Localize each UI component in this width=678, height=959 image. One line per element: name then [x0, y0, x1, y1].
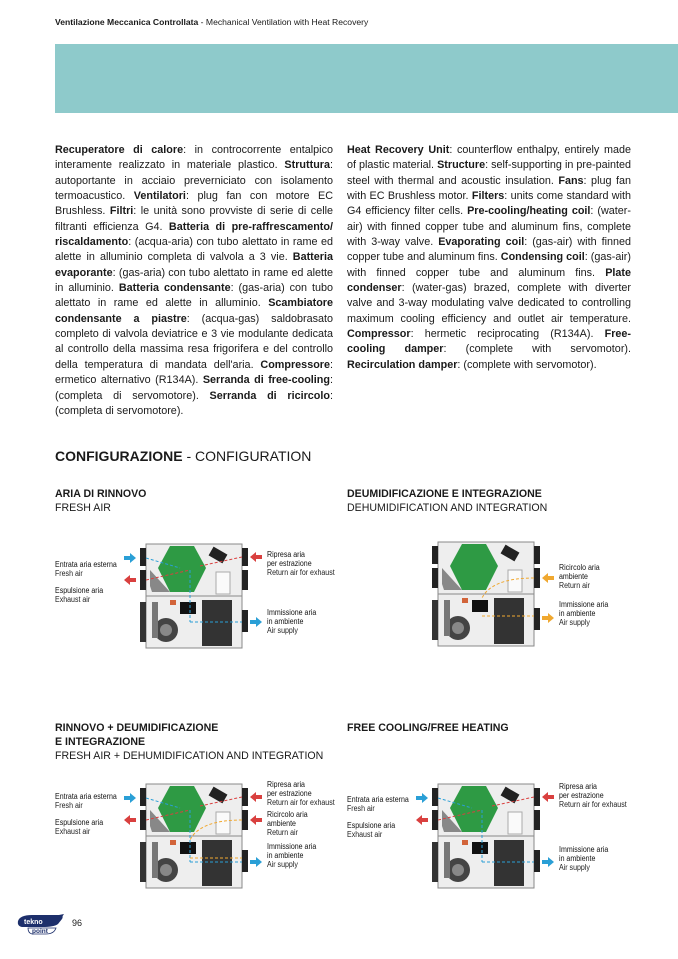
- airflow-arrow-icon: [250, 617, 262, 627]
- definition: : autoportante in acciaio preverniciato con isolamento termoacustico.: [55, 159, 333, 203]
- airflow-arrow-icon: [124, 815, 136, 825]
- unit-diagram: [140, 540, 248, 652]
- definition: : counterflow enthalpy, entirely made of plastic material.: [347, 144, 631, 172]
- title-it: ARIA DI RINNOVO: [55, 488, 147, 500]
- label-exhaust-air: Espulsione aria Exhaust air: [55, 586, 104, 604]
- section-title: CONFIGURAZIONE: [55, 448, 183, 464]
- unit-diagram: [432, 780, 540, 892]
- term: Struttura: [284, 159, 330, 172]
- term: Evaporating coil: [438, 236, 525, 249]
- panel-title-free-cooling: [347, 721, 509, 735]
- label-return-air: Ricircolo aria ambiente Return air: [559, 563, 600, 590]
- title-it-2: E INTEGRAZIONE: [55, 736, 146, 748]
- svg-text:point: point: [32, 928, 48, 935]
- term: Compressor: [347, 328, 411, 341]
- term: Scambiatore condensante a piastre: [55, 297, 333, 325]
- panel-title-fresh-air: [55, 487, 146, 515]
- airflow-arrow-icon: [542, 573, 554, 583]
- title-en: FRESH AIR + DEHUMIDIFICATION AND INTEGRATION: [55, 750, 324, 762]
- airflow-arrow-icon: [250, 552, 262, 562]
- airflow-arrow-icon: [416, 793, 428, 803]
- term: Recirculation damper: [347, 358, 458, 371]
- coil-icon: [494, 840, 524, 886]
- term: Filtri: [109, 205, 134, 218]
- airflow-arrow-icon: [542, 613, 554, 623]
- label-return-exhaust: Ripresa aria per estrazione Return air for exhaust: [267, 550, 335, 577]
- label-return-exhaust: Ripresa aria per estrazione Return air for exhaust: [559, 782, 627, 809]
- term: Free-cooling damper: [347, 328, 631, 356]
- label-exhaust-air: Espulsione aria Exhaust air: [55, 818, 104, 836]
- label-fresh-air: Entrata aria esterna Fresh air: [55, 560, 117, 578]
- definition: : (gas-air) with finned copper tube and aluminum fins.: [347, 236, 631, 264]
- definition: : plug fan with EC Brushless motor.: [347, 174, 631, 203]
- header-subtitle: - Mechanical Ventilation with Heat Recovery: [198, 17, 369, 27]
- definition: : (acqua-gas) saldobrasato completo di valvola deviatrice e 3 vie modulante dedicata al controllo della massima resa frigorifera e del controllo della temperatura di mandata dell'aria.: [55, 312, 333, 371]
- label-exhaust-air: Espulsione aria Exhaust air: [347, 821, 396, 839]
- airflow-arrow-icon: [124, 553, 136, 563]
- unit-diagram: [140, 780, 248, 892]
- airflow-arrow-icon: [250, 815, 262, 825]
- term: Serranda di ricircolo: [209, 389, 330, 402]
- description-italian: [55, 143, 333, 419]
- label-air-supply: Immissione aria in ambiente Air supply: [559, 845, 609, 872]
- label-air-supply: Immissione aria in ambiente Air supply: [267, 608, 317, 635]
- term: Batteria condensante: [118, 282, 231, 295]
- term: Condensing coil: [500, 251, 585, 264]
- definition: : plug fan con motore EC Brushless.: [55, 190, 333, 218]
- definition: : (complete with servomotor).: [457, 358, 597, 371]
- teknopoint-logo: [16, 912, 66, 936]
- coil-icon: [202, 840, 232, 886]
- title-en: FRESH AIR: [55, 502, 111, 514]
- definition: : le unità sono provviste di serie di celle filtranti efficienza G4.: [55, 205, 334, 233]
- title-it: DEUMIDIFICAZIONE E INTEGRAZIONE: [347, 488, 542, 500]
- definition: : ermetico alternativo (R134A).: [55, 358, 333, 387]
- term: Filters: [471, 190, 505, 203]
- definition: : (acqua-aria) con tubo alettato in rame ed alette in alluminio completa di valvola a 3 vie.: [55, 236, 333, 264]
- panel-title-fresh-dehumidification: [55, 721, 323, 763]
- title-it: RINNOVO + DEUMIDIFICAZIONE: [55, 722, 219, 734]
- term: Batteria di pre-raffrescamento/ riscaldamento: [55, 220, 333, 249]
- term: Heat Recovery Unit: [347, 144, 450, 156]
- label-return-air: Ricircolo aria ambiente Return air: [267, 810, 308, 837]
- label-air-supply: Immissione aria in ambiente Air supply: [559, 600, 609, 627]
- term: Structure: [437, 159, 486, 172]
- definition: : self-supporting in pre-painted steel with thermal and acoustic insulation.: [347, 159, 631, 187]
- header-title: Ventilazione Meccanica Controllata: [55, 17, 199, 27]
- definition: : (completa di servomotore).: [55, 389, 333, 417]
- term: Fans: [558, 174, 584, 187]
- title-en: DEHUMIDIFICATION AND INTEGRATION: [347, 502, 548, 514]
- term: Recuperatore di calore: [55, 144, 184, 156]
- definition: : (gas-air) with finned copper tube and aluminum fins.: [347, 251, 631, 279]
- airflow-arrow-icon: [542, 857, 554, 867]
- title-it: FREE COOLING/FREE HEATING: [347, 722, 509, 734]
- airflow-arrow-icon: [542, 792, 554, 802]
- airflow-arrow-icon: [250, 792, 262, 802]
- coil-icon: [494, 598, 524, 644]
- definition: : hermetic reciprocating (R134A).: [410, 328, 605, 341]
- label-fresh-air: Entrata aria esterna Fresh air: [55, 792, 117, 810]
- airflow-arrow-icon: [250, 857, 262, 867]
- panel-title-dehumidification: [347, 487, 547, 515]
- definition: : (completa di servomotore).: [55, 374, 333, 402]
- header-banner: [55, 44, 678, 113]
- airflow-arrow-icon: [124, 575, 136, 585]
- term: Pre-cooling/heating coil: [467, 205, 591, 218]
- label-return-exhaust: Ripresa aria per estrazione Return air for exhaust: [267, 780, 335, 807]
- coil-icon: [202, 600, 232, 646]
- definition: : in controcorrente entalpico interamente realizzato in materiale plastico.: [55, 144, 333, 172]
- definition: : (complete with servomotor).: [443, 343, 632, 356]
- description-english: [347, 143, 631, 373]
- svg-text:tekno: tekno: [24, 919, 43, 926]
- airflow-arrow-icon: [124, 793, 136, 803]
- term: Compressore: [260, 358, 330, 371]
- term: Serranda di free-cooling: [202, 374, 330, 387]
- term: Plate condenser: [347, 266, 631, 295]
- label-air-supply: Immissione aria in ambiente Air supply: [267, 842, 317, 869]
- definition: : (water-air) with finned copper tube and aluminum fins, complete with 3-way valve.: [347, 205, 631, 249]
- term: Ventilatori: [133, 190, 186, 203]
- unit-diagram: [432, 538, 540, 650]
- page-number: 96: [72, 918, 83, 928]
- definition: : units come standard with G4 efficiency filter cells.: [347, 190, 631, 218]
- label-fresh-air: Entrata aria esterna Fresh air: [347, 795, 409, 813]
- running-header: [55, 17, 368, 27]
- definition: : (gas-aria) con tubo alettato in rame ed alette in alluminio.: [55, 266, 333, 295]
- term: Batteria evaporante: [55, 251, 333, 279]
- airflow-arrow-icon: [416, 815, 428, 825]
- section-heading: [55, 448, 311, 464]
- definition: : (water-gas) brazed, complete with diverter valve and 3-way modulating valve dedicated to controlling maximum cooling efficiency and outlet air temperature.: [347, 282, 631, 325]
- section-subtitle: - CONFIGURATION: [182, 448, 312, 464]
- definition: : (gas-aria) con tubo alettato in rame ed alette in alluminio.: [55, 282, 333, 310]
